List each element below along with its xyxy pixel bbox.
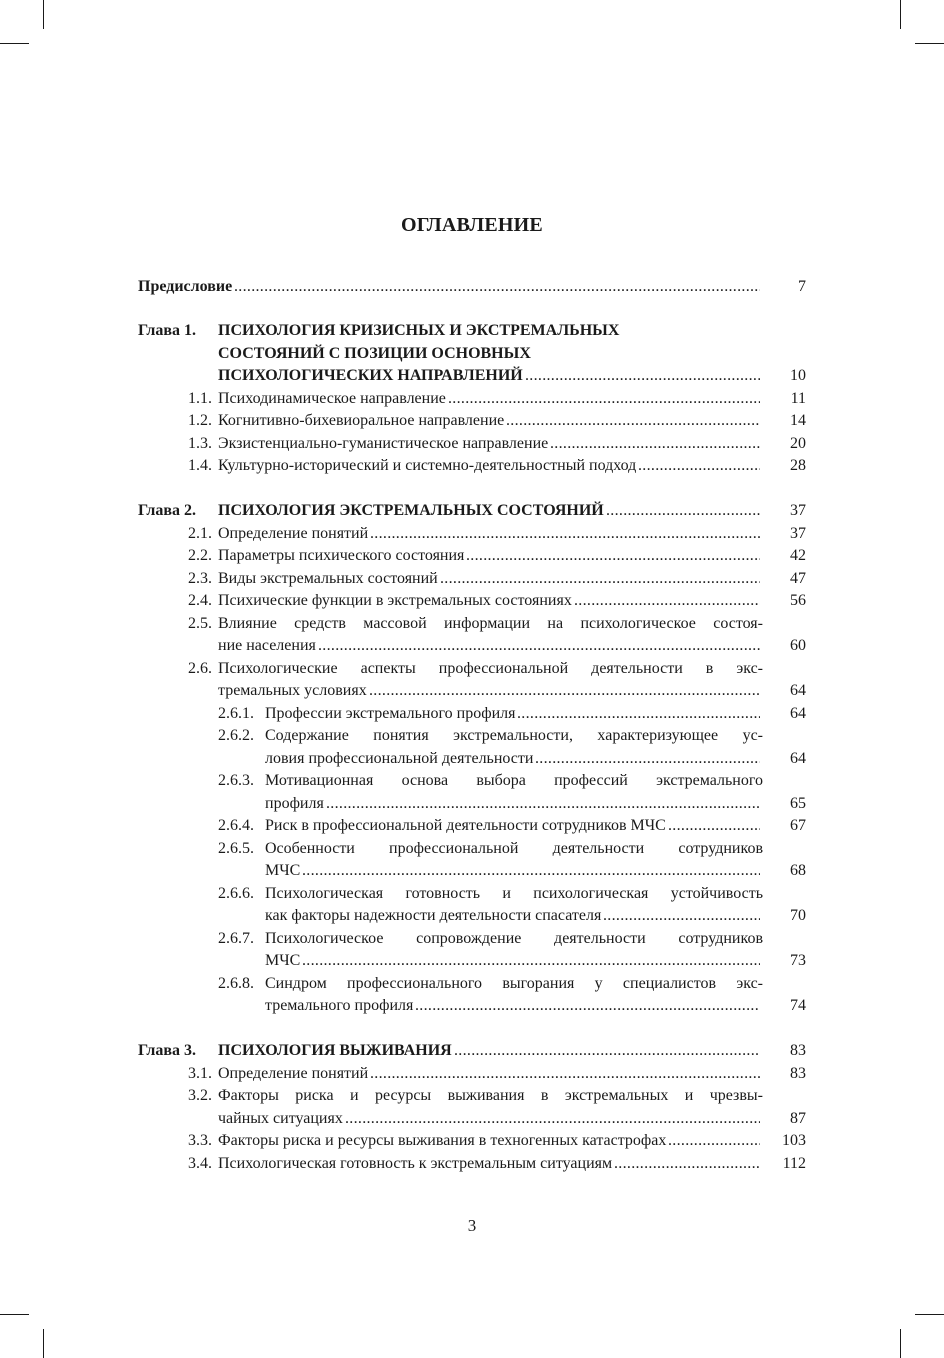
toc-page-number: 37 xyxy=(790,525,806,542)
leader-dots xyxy=(345,1108,760,1130)
toc-entry-text: Влияние средств массовой информации на психологическое состоя- xyxy=(218,615,763,632)
toc-entry-text: Факторы риска и ресурсы выживания в техногенных катастрофах xyxy=(218,1132,667,1149)
toc-chapter-2[interactable] xyxy=(138,500,806,522)
toc-page-number: 47 xyxy=(790,570,806,587)
toc-entry-text: ние населения xyxy=(218,637,316,654)
toc-entry-cont xyxy=(138,635,806,657)
section-number: 2.1. xyxy=(188,525,212,542)
toc-entry-text: тремального профиля xyxy=(265,997,414,1014)
leader-dots xyxy=(668,1130,760,1152)
toc-entry-text: Определение понятий xyxy=(218,1065,369,1082)
section-number: 2.6.6. xyxy=(218,885,254,902)
leader-dots xyxy=(606,500,760,522)
leader-dots xyxy=(535,748,760,770)
toc-entry[interactable] xyxy=(138,1130,806,1152)
leader-dots xyxy=(370,523,760,545)
crop-mark xyxy=(915,1314,944,1315)
chapter-title-line: ПСИХОЛОГИЧЕСКИХ НАПРАВЛЕНИЙ xyxy=(218,367,523,384)
toc-entry[interactable] xyxy=(138,613,806,635)
toc-entry-text: чайных ситуациях xyxy=(218,1110,343,1127)
toc-subentry[interactable] xyxy=(138,928,806,950)
toc-entry-preface[interactable] xyxy=(138,276,806,298)
toc-page-number: 67 xyxy=(790,817,806,834)
section-number: 2.6.5. xyxy=(218,840,254,857)
toc-subentry[interactable] xyxy=(138,725,806,747)
toc-page-number: 83 xyxy=(790,1065,806,1082)
toc-chapter-1-cont xyxy=(138,343,806,365)
toc-entry-text: Профессии экстремального профиля xyxy=(265,705,516,722)
toc-page-number: 56 xyxy=(790,592,806,609)
toc-entry[interactable] xyxy=(138,455,806,477)
leader-dots xyxy=(466,545,760,567)
toc-entry-text: Психологическое сопровождение деятельности сотрудников xyxy=(265,930,763,947)
chapter-label: Глава 3. xyxy=(138,1042,196,1059)
leader-dots xyxy=(234,276,760,298)
toc-entry-cont xyxy=(138,680,806,702)
toc-chapter-1[interactable] xyxy=(138,320,806,342)
leader-dots xyxy=(517,703,760,725)
toc-entry-text: МЧС xyxy=(265,952,301,969)
section-number: 2.6.8. xyxy=(218,975,254,992)
toc-page-number: 83 xyxy=(790,1042,806,1059)
toc-entry-cont xyxy=(138,1108,806,1130)
page-number: 3 xyxy=(467,1216,477,1235)
leader-dots xyxy=(614,1153,760,1175)
toc-entry-text: Предисловие xyxy=(138,278,233,295)
toc-subentry[interactable] xyxy=(138,770,806,792)
toc-subentry-cont xyxy=(138,860,806,882)
section-number: 2.3. xyxy=(188,570,212,587)
toc-entry-text: Особенности профессиональной деятельности сотрудников xyxy=(265,840,763,857)
section-number: 3.2. xyxy=(188,1087,212,1104)
page-title: ОГЛАВЛЕНИЕ xyxy=(401,214,543,236)
section-number: 3.4. xyxy=(188,1155,212,1172)
toc-entry-text: Синдром профессионального выгорания у специалистов экс- xyxy=(265,975,763,992)
toc-page-number: 10 xyxy=(790,367,806,384)
toc-page-number: 87 xyxy=(790,1110,806,1127)
toc-entry-text: тремальных условиях xyxy=(218,682,367,699)
toc-entry-text: Мотивационная основа выбора профессий экстремального xyxy=(265,772,763,789)
leader-dots xyxy=(326,793,760,815)
toc-subentry[interactable] xyxy=(138,815,806,837)
toc-page-number: 64 xyxy=(790,750,806,767)
toc-entry-text: Психологическая готовность к экстремальным ситуациям xyxy=(218,1155,613,1172)
toc-entry[interactable] xyxy=(138,1153,806,1175)
toc-page-number: 103 xyxy=(782,1132,806,1149)
crop-mark xyxy=(0,43,29,44)
crop-mark xyxy=(900,1329,901,1358)
section-number: 2.6.1. xyxy=(218,705,254,722)
toc-entry-text: Факторы риска и ресурсы выживания в экстремальных и чрезвы- xyxy=(218,1087,763,1104)
toc-entry-text: Психологическая готовность и психологическая устойчивость xyxy=(265,885,763,902)
chapter-title-line: ПСИХОЛОГИЯ ЭКСТРЕМАЛЬНЫХ СОСТОЯНИЙ xyxy=(218,502,604,519)
section-number: 1.4. xyxy=(188,457,212,474)
toc-entry-text: ловия профессиональной деятельности xyxy=(265,750,534,767)
crop-mark xyxy=(0,1314,29,1315)
leader-dots xyxy=(370,1063,760,1085)
leader-dots xyxy=(506,410,760,432)
leader-dots xyxy=(369,680,760,702)
toc-page-number: 68 xyxy=(790,862,806,879)
toc-page-number: 7 xyxy=(798,278,806,295)
section-number: 1.1. xyxy=(188,390,212,407)
crop-mark xyxy=(43,0,44,29)
chapter-title-line: СОСТОЯНИЙ С ПОЗИЦИИ ОСНОВНЫХ xyxy=(218,345,531,362)
toc-entry-text: как факторы надежности деятельности спасателя xyxy=(265,907,602,924)
toc-entry-text: МЧС xyxy=(265,862,301,879)
section-number: 2.4. xyxy=(188,592,212,609)
section-number: 2.6. xyxy=(188,660,212,677)
toc-entry[interactable] xyxy=(138,658,806,680)
toc-entry-text: Культурно-исторический и системно-деятельностный подход xyxy=(218,457,637,474)
toc-entry[interactable] xyxy=(138,1085,806,1107)
toc-page-number: 20 xyxy=(790,435,806,452)
section-number: 1.2. xyxy=(188,412,212,429)
toc-page-number: 74 xyxy=(790,997,806,1014)
leader-dots xyxy=(302,860,760,882)
toc-subentry-cont xyxy=(138,793,806,815)
toc-subentry-cont xyxy=(138,950,806,972)
toc-page-number: 64 xyxy=(790,682,806,699)
toc-entry[interactable] xyxy=(138,410,806,432)
toc-entry[interactable] xyxy=(138,545,806,567)
chapter-label: Глава 2. xyxy=(138,502,196,519)
toc-page-number: 112 xyxy=(782,1155,806,1172)
leader-dots xyxy=(638,455,760,477)
toc-entry-text: Психодинамическое направление xyxy=(218,390,446,407)
chapter-title-line: ПСИХОЛОГИЯ ВЫЖИВАНИЯ xyxy=(218,1042,452,1059)
leader-dots xyxy=(302,950,760,972)
toc-subentry-cont xyxy=(138,995,806,1017)
section-number: 1.3. xyxy=(188,435,212,452)
toc-entry-text: Экзистенциально-гуманистическое направление xyxy=(218,435,549,452)
toc-entry[interactable] xyxy=(138,568,806,590)
chapter-title-line: ПСИХОЛОГИЯ КРИЗИСНЫХ И ЭКСТРЕМАЛЬНЫХ xyxy=(218,322,620,339)
toc-subentry[interactable] xyxy=(138,838,806,860)
toc-entry-text: Виды экстремальных состояний xyxy=(218,570,438,587)
leader-dots xyxy=(603,905,760,927)
section-number: 2.6.7. xyxy=(218,930,254,947)
leader-dots xyxy=(525,365,760,387)
section-number: 3.1. xyxy=(188,1065,212,1082)
toc-entry-text: Психические функции в экстремальных состояниях xyxy=(218,592,572,609)
toc-page-number: 11 xyxy=(790,390,806,407)
leader-dots xyxy=(448,388,760,410)
section-number: 2.5. xyxy=(188,615,212,632)
leader-dots xyxy=(415,995,760,1017)
toc-entry-text: профиля xyxy=(265,795,324,812)
toc-page-number: 14 xyxy=(790,412,806,429)
toc-page-number: 64 xyxy=(790,705,806,722)
section-number: 2.2. xyxy=(188,547,212,564)
toc-chapter-1-cont xyxy=(138,365,806,387)
toc-entry-text: Риск в профессиональной деятельности сотрудников МЧС xyxy=(265,817,666,834)
section-number: 2.6.4. xyxy=(218,817,254,834)
toc-page-number: 42 xyxy=(790,547,806,564)
toc-subentry[interactable] xyxy=(138,703,806,725)
section-number: 3.3. xyxy=(188,1132,212,1149)
crop-mark xyxy=(43,1329,44,1358)
crop-mark xyxy=(900,0,901,29)
toc-entry-text: Определение понятий xyxy=(218,525,369,542)
crop-mark xyxy=(915,43,944,44)
toc-subentry-cont xyxy=(138,905,806,927)
leader-dots xyxy=(550,433,760,455)
toc-page-number: 28 xyxy=(790,457,806,474)
toc-page-number: 73 xyxy=(790,952,806,969)
toc-entry[interactable] xyxy=(138,590,806,612)
toc-entry[interactable] xyxy=(138,1063,806,1085)
toc-page-number: 70 xyxy=(790,907,806,924)
toc-entry-text: Параметры психического состояния xyxy=(218,547,465,564)
section-number: 2.6.2. xyxy=(218,727,254,744)
toc-entry[interactable] xyxy=(138,388,806,410)
leader-dots xyxy=(454,1040,760,1062)
toc-entry-text: Содержание понятия экстремальности, характеризующее ус- xyxy=(265,727,763,744)
toc-chapter-3[interactable] xyxy=(138,1040,806,1062)
toc-entry-text: Когнитивно-бихевиоральное направление xyxy=(218,412,505,429)
leader-dots xyxy=(574,590,760,612)
toc-subentry-cont xyxy=(138,748,806,770)
toc-page-number: 37 xyxy=(790,502,806,519)
toc-entry-text: Психологические аспекты профессиональной деятельности в экс- xyxy=(218,660,763,677)
toc-subentry[interactable] xyxy=(138,883,806,905)
leader-dots xyxy=(440,568,760,590)
toc-entry[interactable] xyxy=(138,433,806,455)
leader-dots xyxy=(318,635,760,657)
toc-subentry[interactable] xyxy=(138,973,806,995)
chapter-label: Глава 1. xyxy=(138,322,196,339)
section-number: 2.6.3. xyxy=(218,772,254,789)
toc-page-number: 65 xyxy=(790,795,806,812)
leader-dots xyxy=(668,815,760,837)
toc-entry[interactable] xyxy=(138,523,806,545)
toc-page-number: 60 xyxy=(790,637,806,654)
